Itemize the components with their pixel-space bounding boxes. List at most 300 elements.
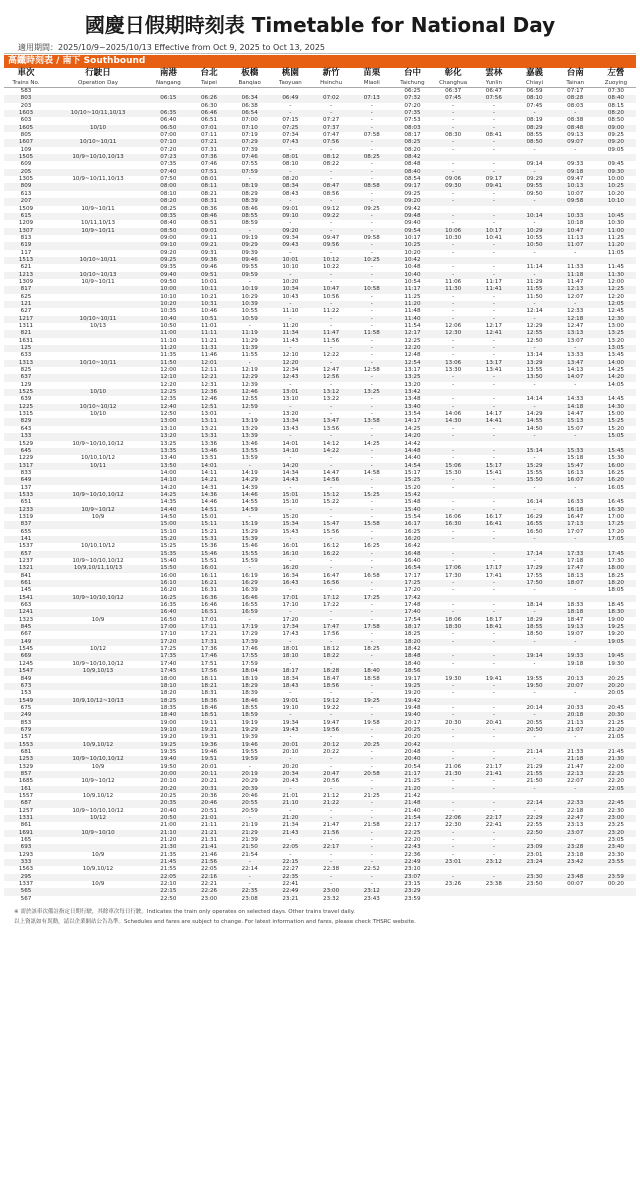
station-time: 18:56 xyxy=(392,668,433,675)
station-time: 16:59 xyxy=(229,609,270,616)
station-time: - xyxy=(574,381,577,388)
table-row xyxy=(4,734,636,741)
station-time: - xyxy=(492,807,495,814)
station-time: 09:43 xyxy=(270,242,311,249)
station-time: 12:46 xyxy=(229,389,270,396)
station-time: 07:30 xyxy=(607,88,624,94)
station-time: 12:55 xyxy=(241,396,258,403)
station-time: 21:45 xyxy=(148,859,189,866)
station-time: 11:30 xyxy=(596,272,637,279)
station-time: - xyxy=(474,301,515,308)
operation-day xyxy=(48,624,148,631)
station-time: 18:45 xyxy=(607,602,624,609)
station-time: - xyxy=(248,323,251,329)
operation-day: 10/9~10/10,10/12 xyxy=(48,756,148,763)
station-time: 18:29 xyxy=(526,616,543,623)
operation-day xyxy=(48,771,148,778)
station-time: 09:01 xyxy=(189,228,230,235)
station-time: 11:11 xyxy=(189,330,230,337)
station-time: 14:55 xyxy=(241,499,258,506)
operation-day xyxy=(48,345,148,352)
station-time: 12:05 xyxy=(596,301,637,308)
station-time: 07:20 xyxy=(404,102,421,109)
station-time: 13:33 xyxy=(567,352,584,359)
station-time: - xyxy=(330,513,333,520)
operation-day: 10/12 xyxy=(89,646,107,653)
station-time: 22:10 xyxy=(160,881,177,888)
station-time: 07:00 xyxy=(241,117,258,124)
station-time: 16:33 xyxy=(567,499,584,506)
station-time: 23:10 xyxy=(404,866,421,873)
station-time: 13:51 xyxy=(200,455,218,462)
station-time: 20:47 xyxy=(311,771,352,778)
operation-day: 10/9~10/10,10/12 xyxy=(72,807,124,814)
table-row xyxy=(4,815,636,822)
station-time: 16:55 xyxy=(514,521,555,528)
station-time: 12:07 xyxy=(567,293,584,300)
table-row xyxy=(4,698,636,705)
station-time: 17:17 xyxy=(404,572,421,579)
station-time: 15:50 xyxy=(514,477,555,484)
station-time: 11:48 xyxy=(404,308,421,315)
station-time: 19:29 xyxy=(229,727,270,734)
station-time: - xyxy=(270,712,311,719)
station-time: - xyxy=(351,169,392,176)
operation-day xyxy=(48,147,148,154)
operation-day: 10/9~10/10,10/12 xyxy=(48,595,148,602)
table-row xyxy=(4,272,636,279)
station-time: 19:55 xyxy=(526,675,543,682)
timetable-body xyxy=(4,88,636,904)
station-time: 15:29 xyxy=(241,528,258,535)
station-time: - xyxy=(492,161,495,168)
station-time: 10:13 xyxy=(555,183,596,190)
station-time: 10:47 xyxy=(555,228,596,235)
station-time: - xyxy=(330,220,333,227)
station-time: 21:54 xyxy=(241,851,258,858)
station-time: - xyxy=(311,609,352,616)
table-row xyxy=(4,330,636,337)
station-time: 09:25 xyxy=(404,190,421,197)
station-time: 11:33 xyxy=(567,264,584,271)
table-row xyxy=(4,154,636,161)
table-row xyxy=(4,463,636,470)
station-time: - xyxy=(474,374,515,381)
train-number: 803 xyxy=(4,95,48,102)
station-time: 15:35 xyxy=(148,551,189,558)
station-time: - xyxy=(492,337,495,344)
train-number: 613 xyxy=(20,190,32,197)
table-row xyxy=(4,852,636,859)
station-time xyxy=(514,595,555,602)
station-time: 17:42 xyxy=(392,595,433,602)
station-time: - xyxy=(492,308,495,315)
station-time: 22:26 xyxy=(189,888,230,895)
table-row xyxy=(4,778,636,785)
station-time: - xyxy=(289,455,292,462)
station-time: 20:25 xyxy=(607,675,624,682)
station-time: 16:06 xyxy=(445,513,462,520)
operation-day: 10/9~10/10,10/12 xyxy=(72,440,124,447)
station-time: - xyxy=(474,830,515,837)
station-time: - xyxy=(311,463,352,470)
station-time: - xyxy=(270,756,311,763)
station-time xyxy=(433,154,474,161)
station-time: - xyxy=(330,881,333,888)
station-time: 08:12 xyxy=(311,154,352,161)
station-time: - xyxy=(533,146,536,153)
station-time: - xyxy=(452,602,455,609)
station-time: 14:40 xyxy=(404,455,421,462)
train-number: 125 xyxy=(4,345,48,352)
station-time: - xyxy=(370,293,373,300)
col-station-en: Nangang xyxy=(148,79,189,88)
train-number: 1309 xyxy=(18,278,34,285)
station-time: 09:11 xyxy=(200,234,218,241)
station-time: 21:50 xyxy=(526,778,543,785)
operation-day xyxy=(48,301,148,308)
station-time: - xyxy=(351,242,392,249)
station-time: - xyxy=(574,146,577,153)
station-time: 11:35 xyxy=(160,352,177,359)
station-time: 06:30 xyxy=(200,102,218,109)
station-time: - xyxy=(452,455,455,462)
train-number: 137 xyxy=(20,484,32,491)
station-time: - xyxy=(351,213,392,220)
station-time: 08:03 xyxy=(567,102,584,109)
station-time: 22:21 xyxy=(200,881,218,888)
station-time: 10:01 xyxy=(270,257,311,264)
station-time xyxy=(514,698,555,705)
station-time: 08:39 xyxy=(229,198,270,205)
station-time: 19:45 xyxy=(596,653,637,660)
station-time: 14:25 xyxy=(363,440,380,447)
station-time: 07:20 xyxy=(160,146,177,153)
station-time: 16:21 xyxy=(189,580,230,587)
station-time: 13:50 xyxy=(514,374,555,381)
train-number: 1293 xyxy=(18,851,34,858)
station-time: 10:10 xyxy=(282,264,299,271)
station-time: - xyxy=(533,381,536,388)
station-time xyxy=(514,668,555,675)
station-time: 20:40 xyxy=(392,756,433,763)
station-time: - xyxy=(492,190,495,197)
station-time: 15:01 xyxy=(200,513,218,520)
station-time: 20:13 xyxy=(567,675,584,682)
station-time: 09:41 xyxy=(474,183,515,190)
train-number: 1209 xyxy=(18,220,34,227)
station-time: 12:48 xyxy=(404,352,421,359)
station-time: 09:31 xyxy=(200,249,218,256)
station-time: 16:25 xyxy=(148,595,189,602)
station-time xyxy=(433,441,474,448)
station-time: 15:47 xyxy=(555,463,596,470)
station-time: 10:11 xyxy=(189,286,230,293)
station-time: 15:55 xyxy=(526,469,543,476)
station-time: - xyxy=(474,786,515,793)
train-number: 207 xyxy=(4,198,48,205)
station-time xyxy=(433,668,474,675)
station-time: - xyxy=(452,190,455,197)
station-time: - xyxy=(330,381,333,388)
station-time: 23:21 xyxy=(282,895,299,902)
station-time: - xyxy=(474,345,515,352)
station-time: 19:48 xyxy=(404,704,421,711)
station-time: 15:51 xyxy=(200,558,218,564)
train-number: 609 xyxy=(20,161,32,168)
station-time: - xyxy=(351,683,392,690)
station-time: 11:19 xyxy=(229,330,270,337)
station-time: 10:19 xyxy=(229,286,270,293)
station-time: 16:10 xyxy=(270,551,311,558)
station-time: 19:50 xyxy=(160,763,177,770)
station-time: - xyxy=(370,425,373,432)
table-row xyxy=(4,228,636,235)
station-time xyxy=(351,88,392,96)
station-time: - xyxy=(370,631,373,638)
station-time: - xyxy=(452,631,455,638)
station-time: - xyxy=(270,639,311,646)
station-time: 13:06 xyxy=(433,360,474,367)
train-number: 203 xyxy=(20,102,32,109)
station-time: 13:59 xyxy=(241,455,258,462)
table-row xyxy=(4,117,636,124)
station-time: 13:19 xyxy=(229,418,270,425)
station-time: - xyxy=(270,507,311,514)
station-time: 14:47 xyxy=(567,411,584,418)
station-time: 18:25 xyxy=(148,698,189,705)
station-time: 08:40 xyxy=(392,169,433,176)
station-time: 08:43 xyxy=(282,190,299,197)
station-time: 23:00 xyxy=(596,815,637,822)
station-time: 08:29 xyxy=(241,190,258,197)
station-time: - xyxy=(351,477,392,484)
station-time: - xyxy=(533,837,536,844)
station-time: 19:40 xyxy=(392,712,433,719)
station-time: 11:25 xyxy=(607,234,624,241)
station-time: 16:10 xyxy=(148,580,189,587)
station-time: 23:26 xyxy=(445,881,462,888)
station-time: 17:22 xyxy=(323,602,340,609)
station-time: 21:42 xyxy=(404,793,421,799)
station-time: 17:20 xyxy=(148,639,189,646)
train-number: 621 xyxy=(20,264,32,271)
station-time: - xyxy=(433,653,474,660)
station-time: 16:30 xyxy=(433,521,474,528)
station-time: 11:41 xyxy=(474,286,515,293)
table-row xyxy=(4,727,636,734)
station-time: 23:55 xyxy=(596,859,637,866)
station-time: - xyxy=(289,484,292,491)
station-time: 23:07 xyxy=(392,874,433,881)
station-time: 21:34 xyxy=(282,822,299,829)
station-time: - xyxy=(474,507,515,514)
station-time: 22:14 xyxy=(514,800,555,807)
station-time xyxy=(596,206,637,213)
station-time: 18:04 xyxy=(229,668,270,675)
station-time: 08:50 xyxy=(148,228,189,235)
station-time: 15:50 xyxy=(148,565,189,572)
station-time: - xyxy=(351,859,392,866)
station-time: 21:25 xyxy=(607,719,624,726)
table-row xyxy=(4,301,636,308)
station-time: 22:55 xyxy=(526,822,543,829)
station-time: - xyxy=(433,580,474,587)
station-time: 08:01 xyxy=(270,154,311,161)
station-time: 07:25 xyxy=(270,125,311,132)
station-time: 18:55 xyxy=(241,704,258,711)
station-time: - xyxy=(351,448,392,455)
station-time: 19:39 xyxy=(241,734,258,741)
operation-day: 10/10~10/11 xyxy=(48,139,148,146)
table-row xyxy=(4,426,636,433)
operation-day xyxy=(48,529,148,536)
station-time: - xyxy=(370,190,373,197)
station-time: 08:01 xyxy=(200,176,218,183)
station-time: 12:17 xyxy=(392,330,433,337)
station-time xyxy=(433,866,474,873)
operation-day: 10/9,10/13 xyxy=(48,668,148,675)
table-row xyxy=(4,132,636,139)
station-time: 08:31 xyxy=(189,198,230,205)
station-time: 10:01 xyxy=(200,278,218,285)
station-time: - xyxy=(492,455,495,462)
station-time: 09:56 xyxy=(311,242,352,249)
col-station-zh: 左營 xyxy=(607,68,625,78)
table-row xyxy=(4,543,636,550)
station-time: 13:25 xyxy=(596,330,637,337)
station-time: 16:20 xyxy=(160,587,177,594)
station-time: 09:35 xyxy=(160,264,177,271)
operation-day xyxy=(48,499,148,506)
station-time: 10:54 xyxy=(404,278,421,285)
station-time: 18:12 xyxy=(323,646,340,653)
station-time: - xyxy=(229,565,270,572)
station-time: - xyxy=(492,587,495,594)
station-time: 16:35 xyxy=(160,602,177,609)
operation-day xyxy=(48,631,148,638)
table-row xyxy=(4,609,636,616)
station-time: 22:27 xyxy=(282,866,299,873)
station-time: 17:31 xyxy=(189,639,230,646)
station-time: 13:47 xyxy=(555,360,596,367)
train-number: 121 xyxy=(4,301,48,308)
station-time: 07:21 xyxy=(189,139,230,146)
station-time: 10:20 xyxy=(404,249,421,256)
station-time xyxy=(433,389,474,396)
station-time: 13:42 xyxy=(392,389,433,396)
station-time xyxy=(433,896,474,903)
table-row xyxy=(4,573,636,580)
station-time: 14:35 xyxy=(160,499,177,506)
station-time: - xyxy=(370,499,373,506)
station-time xyxy=(514,441,555,448)
station-time: - xyxy=(351,433,392,440)
station-time: 21:11 xyxy=(200,822,218,829)
station-time: 20:25 xyxy=(392,727,433,734)
station-time: 11:13 xyxy=(567,234,584,241)
table-row xyxy=(4,316,636,323)
station-time: - xyxy=(330,763,333,770)
station-time xyxy=(148,103,189,110)
station-time: 08:20 xyxy=(596,110,637,117)
station-time: 08:10 xyxy=(160,190,177,197)
station-time: 08:40 xyxy=(596,95,637,102)
station-time: 13:25 xyxy=(392,374,433,381)
table-row xyxy=(4,441,636,448)
station-time xyxy=(596,543,637,550)
station-time: 19:25 xyxy=(596,624,637,631)
table-row xyxy=(4,822,636,829)
train-number: 1313 xyxy=(4,360,48,367)
station-time: 20:29 xyxy=(241,778,258,785)
station-time: 08:22 xyxy=(323,161,340,168)
station-time: 21:25 xyxy=(404,778,421,785)
col-station-en: Yunlin xyxy=(474,79,515,88)
operation-day xyxy=(48,837,148,844)
station-time: 16:20 xyxy=(270,565,311,572)
station-time: - xyxy=(452,558,455,564)
station-time: 15:10 xyxy=(282,499,299,506)
station-time: 22:15 xyxy=(148,888,189,895)
station-time: 10:31 xyxy=(189,301,230,308)
station-time: 21:22 xyxy=(311,800,352,807)
station-time: - xyxy=(270,110,311,117)
table-row xyxy=(4,176,636,183)
station-time: 06:37 xyxy=(445,88,462,94)
station-time: 12:39 xyxy=(241,381,258,388)
station-time: 10:25 xyxy=(596,183,637,190)
station-time: 10:20 xyxy=(148,301,189,308)
station-time: 16:01 xyxy=(282,543,299,550)
station-time xyxy=(433,888,474,895)
station-time: 17:10 xyxy=(160,631,177,638)
station-time: - xyxy=(311,786,352,793)
station-time: 15:40 xyxy=(160,558,177,564)
station-time: - xyxy=(492,558,495,564)
station-time: 07:43 xyxy=(270,139,311,146)
table-row xyxy=(4,448,636,455)
station-time: 07:36 xyxy=(189,154,230,161)
station-time: 15:36 xyxy=(200,543,218,550)
station-time: 18:46 xyxy=(229,698,270,705)
table-row xyxy=(4,844,636,851)
station-time: 17:46 xyxy=(189,653,230,660)
station-time xyxy=(433,206,474,213)
operation-day xyxy=(48,683,148,690)
train-number: 615 xyxy=(4,213,48,220)
station-time: 16:47 xyxy=(323,572,340,579)
train-number: 1557 xyxy=(18,793,34,799)
station-time: 06:54 xyxy=(229,110,270,117)
station-time: 20:43 xyxy=(282,778,299,785)
station-time: 09:55 xyxy=(514,183,555,190)
train-number: 687 xyxy=(4,800,48,807)
station-time xyxy=(474,896,515,903)
station-time: - xyxy=(474,448,515,455)
station-time: - xyxy=(311,110,352,117)
station-time: 20:50 xyxy=(148,815,189,822)
table-row xyxy=(4,720,636,727)
station-time: 07:51 xyxy=(189,169,230,176)
station-time: 16:48 xyxy=(392,551,433,558)
station-time: - xyxy=(492,602,495,609)
station-time xyxy=(514,389,555,396)
col-station-zh: 彰化 xyxy=(444,68,462,78)
station-time: - xyxy=(452,807,455,814)
station-time: 22:41 xyxy=(485,822,502,829)
station-time: 22:52 xyxy=(363,866,380,873)
